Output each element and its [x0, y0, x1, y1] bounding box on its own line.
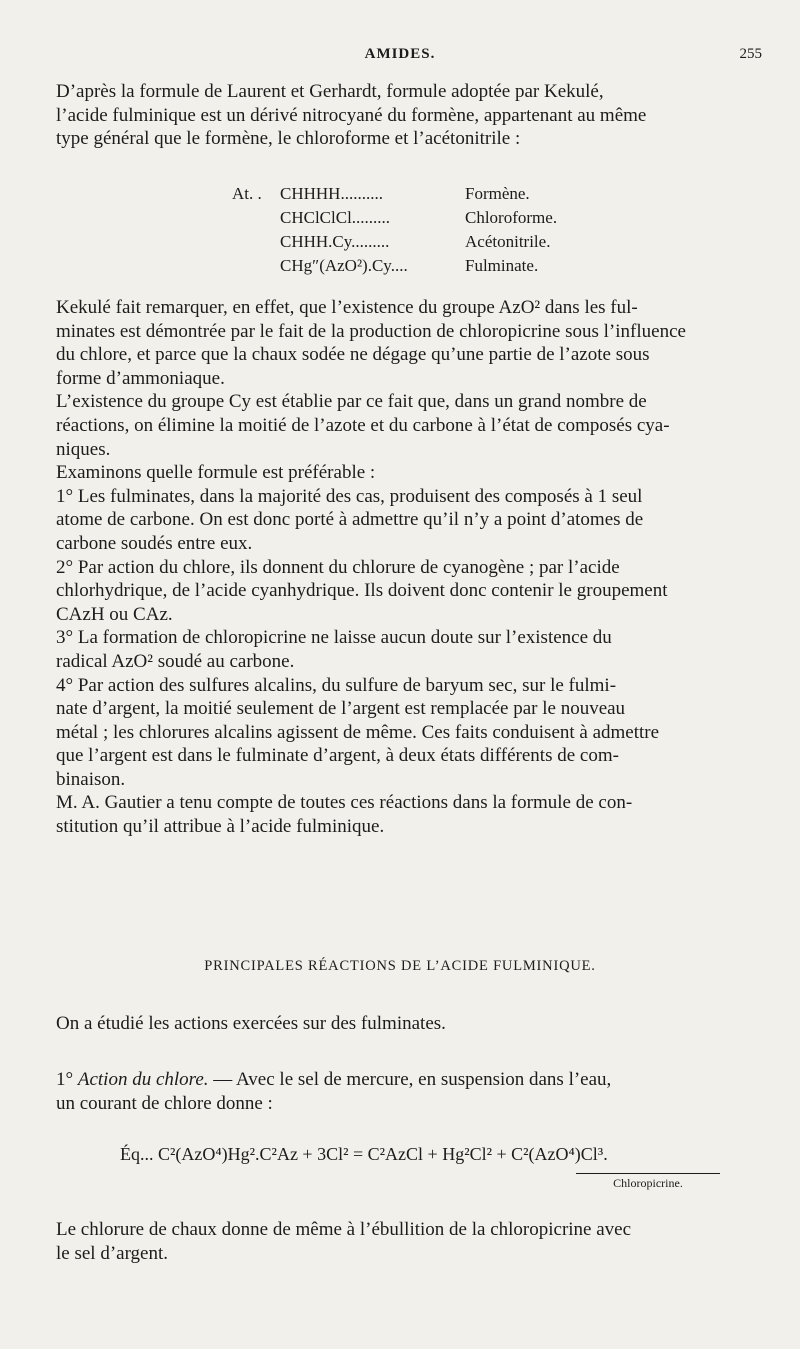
- formula-text: CHHHH..........: [280, 184, 383, 203]
- formula-name: Fulminate.: [465, 256, 539, 275]
- formula-row: [232, 230, 557, 254]
- formula-text: CHHH.Cy.........: [280, 232, 390, 251]
- text-line: Le chlorure de chaux donne de même à l’ébullition de la chloropicrine avec: [56, 1219, 632, 1240]
- formula-prefix: At. .: [232, 184, 262, 203]
- text-line: nate d’argent, la moitié seulement de l’argent est remplacée par le nouveau: [56, 698, 626, 720]
- text-line: CAzH ou CAz.: [56, 603, 173, 625]
- formula-prefix: [232, 206, 280, 230]
- text-line: minates est démontrée par le fait de la production de chloropicrine sous l’influence: [56, 320, 686, 342]
- section-intro: [56, 1012, 742, 1036]
- text-line: stitution qu’il attribue à l’acide fulminique.: [56, 816, 385, 838]
- formula-row: [232, 206, 557, 230]
- text-line: Examinons quelle formule est préférable :: [56, 462, 376, 484]
- intro-paragraph: [56, 80, 742, 151]
- text-line: 2° Par action du chlore, ils donnent du chlorure de cyanogène ; par l’acide: [56, 556, 620, 578]
- text-line: On a étudié les actions exercées sur des fulminates.: [56, 1013, 446, 1034]
- text-line: type général que le formène, le chloroforme et l’acétonitrile :: [56, 128, 521, 150]
- formula-prefix: [232, 254, 280, 278]
- text-line: du chlore, et parce que la chaux sodée ne dégage qu’une partie de l’azote sous: [56, 344, 650, 366]
- text-line: M. A. Gautier a tenu compte de toutes ces réactions dans la formule de con-: [56, 792, 633, 814]
- body-text: [56, 296, 742, 839]
- text-line: 3° La formation de chloropicrine ne laisse aucun doute sur l’existence du: [56, 627, 612, 649]
- text-line: forme d’ammoniaque.: [56, 367, 225, 389]
- text-fragment: — Avec le sel de mercure, en suspension dans l’eau,: [208, 1069, 612, 1090]
- text-line: un courant de chlore donne :: [56, 1092, 273, 1114]
- text-line: réactions, on élimine la moitié de l’azote et du carbone à l’état de composés cya-: [56, 414, 670, 436]
- text-line: métal ; les chlorures alcalins agissent de même. Ces faits conduisent à admettre: [56, 721, 660, 743]
- formula-name: Chloroforme.: [465, 208, 558, 227]
- text-line: Kekulé fait remarquer, en effet, que l’existence du groupe AzO² dans les ful-: [56, 297, 638, 318]
- item-number: 1°: [56, 1069, 74, 1090]
- formula-row: [232, 254, 557, 278]
- formula-prefix: [232, 230, 280, 254]
- text-line: que l’argent est dans le fulminate d’argent, à deux états différents de com-: [56, 745, 619, 767]
- equation-label: Chloropicrine.: [576, 1173, 720, 1191]
- formula-text: CHg″(AzO²).Cy....: [280, 256, 408, 275]
- text-line: L’existence du groupe Cy est établie par ce fait que, dans un grand nombre de: [56, 391, 647, 413]
- text-line: carbone soudés entre eux.: [56, 532, 253, 554]
- closing-paragraph: [56, 1218, 742, 1265]
- formula-name: Acétonitrile.: [465, 232, 551, 251]
- formula-row: [232, 182, 557, 206]
- text-line: [56, 1068, 742, 1092]
- chemical-equation: Éq... C²(AzO⁴)Hg².C²Az + 3Cl² = C²AzCl + Hg²Cl² + C²(AzO⁴)Cl³.: [120, 1144, 608, 1164]
- text-line: 1° Les fulminates, dans la majorité des cas, produisent des composés à 1 seul: [56, 485, 643, 507]
- text-line: atome de carbone. On est donc porté à admettre qu’il n’y a point d’atomes de: [56, 509, 644, 531]
- text-line: le sel d’argent.: [56, 1242, 169, 1264]
- italic-title: Action du chlore.: [77, 1069, 209, 1090]
- text-line: l’acide fulminique est un dérivé nitrocyané du formène, appartenant au même: [56, 104, 647, 126]
- formula-table: [232, 182, 557, 278]
- formula-text: CHClClCl.........: [280, 208, 391, 227]
- text-line: chlorhydrique, de l’acide cyanhydrique. Ils doivent donc contenir le groupement: [56, 580, 668, 602]
- text-line: niques.: [56, 438, 111, 460]
- text-line: binaison.: [56, 768, 126, 790]
- section-heading: PRINCIPALES RÉACTIONS DE L’ACIDE FULMINIQUE.: [204, 958, 596, 974]
- page-number: 255: [739, 46, 762, 62]
- text-line: D’après la formule de Laurent et Gerhardt, formule adoptée par Kekulé,: [56, 81, 604, 102]
- text-line: 4° Par action des sulfures alcalins, du sulfure de baryum sec, sur le fulmi-: [56, 674, 617, 696]
- action-paragraph: [56, 1068, 742, 1115]
- running-header: [0, 46, 800, 70]
- formula-name: Formène.: [465, 184, 530, 203]
- running-title: AMIDES.: [364, 46, 436, 62]
- text-line: radical AzO² soudé au carbone.: [56, 650, 295, 672]
